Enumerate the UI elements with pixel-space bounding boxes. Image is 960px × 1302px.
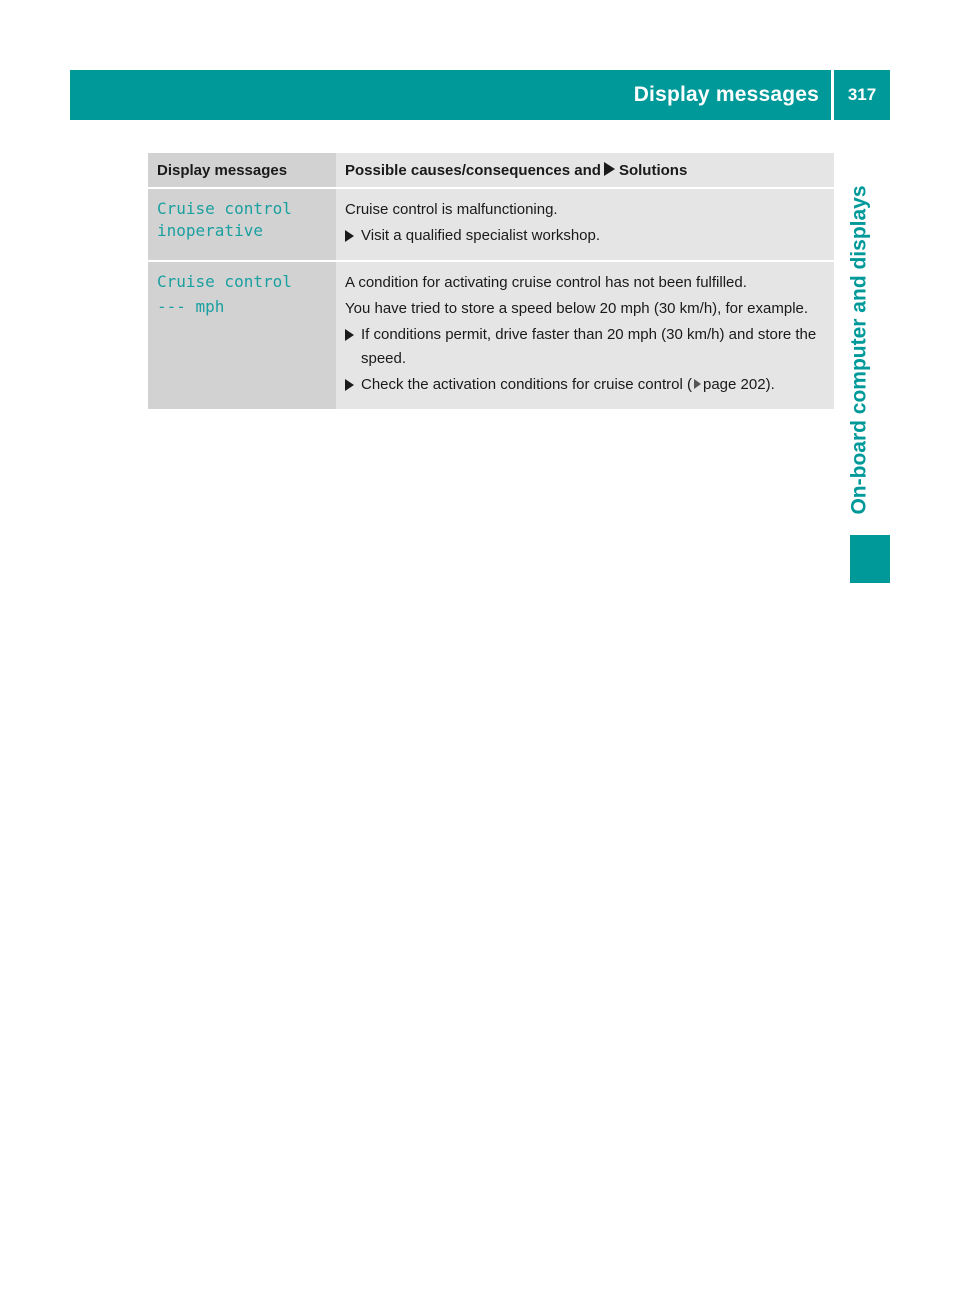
- play-arrow-icon: [604, 162, 615, 176]
- play-arrow-icon: [345, 329, 354, 341]
- message-line: Cruise control: [157, 272, 292, 291]
- cause-text: Cruise control is malfunctioning.: [345, 201, 558, 218]
- solution-step: [345, 323, 825, 371]
- message-line: --- mph: [157, 297, 225, 316]
- play-arrow-icon: [345, 230, 354, 242]
- solution-text: Check the activation conditions for cruise control (: [361, 376, 692, 393]
- solution-step: [345, 224, 825, 248]
- chapter-tab-marker: [850, 535, 890, 583]
- causes-solutions: [336, 188, 834, 261]
- triangle-right-icon: [694, 379, 701, 389]
- cause-text: You have tried to store a speed below 20 mph (30 km/h), for example.: [345, 300, 809, 317]
- chapter-side-label: [845, 170, 875, 530]
- column-header-solutions-post: Solutions: [618, 162, 688, 179]
- solution-text-suffix: ).: [765, 376, 775, 393]
- cause-text: A condition for activating cruise control has not been fulfilled.: [345, 274, 747, 291]
- solution-text: If conditions permit, drive faster than 20 mph (30 km/h) and store the speed.: [361, 326, 817, 367]
- section-title: Display messages: [633, 83, 819, 106]
- page-reference-link[interactable]: page 202: [703, 376, 766, 393]
- column-header-solutions: [336, 153, 834, 188]
- solution-text: Visit a qualified specialist workshop.: [361, 227, 601, 244]
- play-arrow-icon: [345, 379, 354, 391]
- display-messages-table: [148, 153, 834, 411]
- display-message: [148, 188, 336, 261]
- table-header-row: [148, 153, 834, 188]
- table-row: [148, 188, 834, 261]
- message-line: inoperative: [157, 221, 263, 240]
- message-line: Cruise control: [157, 199, 292, 218]
- chapter-title: On-board computer and displays: [848, 185, 871, 515]
- solution-step: [345, 373, 825, 397]
- page-header: [70, 70, 890, 120]
- column-header-messages: Display messages: [148, 153, 336, 188]
- page-number: 317: [847, 85, 877, 104]
- causes-solutions: [336, 261, 834, 410]
- table-row: [148, 261, 834, 410]
- column-header-solutions-pre: Possible causes/consequences and: [345, 162, 601, 179]
- display-message: [148, 261, 336, 410]
